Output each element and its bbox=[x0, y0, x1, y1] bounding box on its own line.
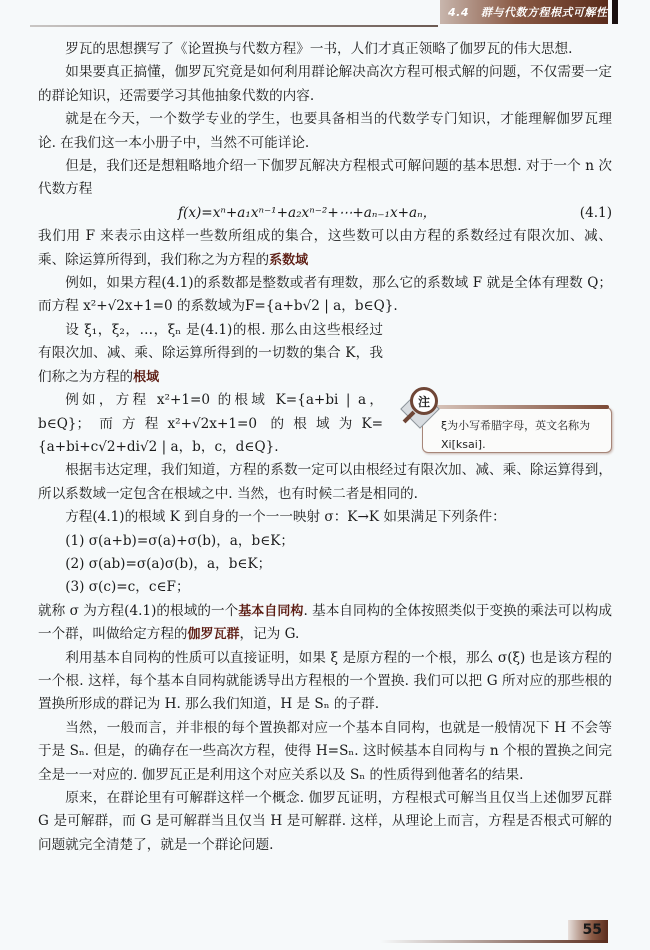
paragraph-text: 设 ξ₁，ξ₂，…，ξₙ 是(4.1)的根. 那么由这些根经过有限次加、减、乘、除运算所得到的一切数的集合 K，我们称之为方程的 bbox=[38, 321, 383, 385]
paragraph: 利用基本自同构的性质可以直接证明，如果 ξ 是原方程的一个根，那么 σ(ξ) 也是该方程的一个根. 这样，每个基本自同构就能诱导出方程根的一个置换. 我们可以把 G 所对应的那些根的置换所形成的群记为 H. 那么我们知道，H 是 Sₙ 的子群. bbox=[38, 649, 612, 713]
paragraph: 根据韦达定理，我们知道，方程的系数一定可以由根经过有限次加、减、乘、除运算得到，所以系数域一定包含在根域之中. 当然，也有时候二者是相同的. bbox=[38, 462, 612, 502]
paragraph: 方程(4.1)的根域 K 到自身的一个一一映射 σ：K→K 如果满足下列条件： bbox=[65, 509, 506, 526]
page-number: 55 bbox=[568, 920, 608, 940]
paragraph bbox=[38, 600, 612, 647]
note-label: 注 bbox=[410, 387, 438, 415]
equation-label: (4.1) bbox=[579, 204, 612, 221]
keyword-coefficient-field: 系数域 bbox=[269, 252, 309, 268]
keyword-root-field: 根域 bbox=[133, 369, 160, 385]
section-header bbox=[440, 0, 608, 24]
footer-rule bbox=[380, 940, 608, 943]
paragraph: 如果要真正搞懂，伽罗瓦究竟是如何利用群论解决高次方程可根式解的问题，不仅需要一定的群论知识，还需要学习其他抽象代数的内容. bbox=[38, 64, 612, 104]
side-note bbox=[400, 385, 612, 453]
paragraph-text: . 基本自同构的全体按照类似于变换的乘法可以构成一个群，叫做给定方程的 bbox=[38, 602, 612, 643]
section-number: 4.4 bbox=[448, 5, 469, 19]
note-text: ξ为小写希腊字母，英文名称为 Xi[ksai]. bbox=[441, 419, 591, 451]
condition-2: (2) σ(ab)=σ(a)σ(b)，a，b∈K； bbox=[65, 555, 272, 572]
condition-3: (3) σ(c)=c，c∈F； bbox=[65, 579, 190, 596]
paragraph: 例如，如果方程(4.1)的系数都是整数或者有理数，那么它的系数域 F 就是全体有理数 Q；而方程 x²+√2x+1=0 的系数域为F={a+b√2 | a，b∈Q}. bbox=[38, 275, 612, 315]
header-rule bbox=[30, 25, 438, 27]
equation-4-1 bbox=[38, 202, 612, 225]
narrow-column bbox=[38, 319, 383, 459]
paragraph: 原来，在群论里有可解群这样一个概念. 伽罗瓦证明，方程根式可解当且仅当上述伽罗瓦群 G 是可解群，而 G 是可解群当且仅当 H 是可解群. 这样，从理论上而言，方程是否根式可解的问题就完全清楚了，就是一个群论问题. bbox=[38, 790, 612, 853]
keyword-basic-automorphism: 基本自同构 bbox=[238, 603, 304, 619]
paragraph: 罗瓦的思想撰写了《论置换与代数方程》一书，人们才真正领略了伽罗瓦的伟大思想. bbox=[65, 41, 573, 57]
paragraph bbox=[38, 319, 383, 389]
note-box bbox=[422, 407, 612, 453]
condition-1: (1) σ(a+b)=σ(a)+σ(b)，a，b∈K； bbox=[65, 532, 295, 549]
paragraph: 例如，方程 x²+1=0 的根域 K={a+bi | a，b∈Q}；而方程x²+√2x+1=0 的根域为K={a+bi+c√2+di√2 | a，b，c，d∈Q}. bbox=[38, 392, 383, 455]
paragraph-text: ，记为 G. bbox=[239, 626, 300, 643]
paragraph: 就是在今天，一个数学专业的学生，也要具备相当的代数学专门知识，才能理解伽罗瓦理论. 在我们这一本小册子中，当然不可能详论. bbox=[38, 111, 612, 151]
paragraph: 当然，一般而言，并非根的每个置换都对应一个基本自同构，也就是一般情况下 H 不会等于是 Sₙ. 但是，的确存在一些高次方程，使得 H=Sₙ. 这时候基本自同构与 n 个根的置换之间完全是一一对应的. 伽罗瓦正是利用这个对应关系以及 Sₙ 的性质得到他著名的结果. bbox=[38, 719, 612, 783]
paragraph-text: 我们用 F 来表示由这样一些数所组成的集合，这些数可以由方程的系数经过有限次加、减、乘、除运算所得到，我们称之为方程的 bbox=[38, 228, 612, 268]
keyword-galois-group: 伽罗瓦群 bbox=[187, 627, 240, 643]
header-bar bbox=[612, 0, 618, 24]
magnifier-note-icon bbox=[400, 385, 442, 427]
section-title: 群与代数方程根式可解性 bbox=[481, 6, 608, 19]
paragraph-text: 就称 σ 为方程(4.1)的根域的一个 bbox=[38, 602, 239, 619]
equation: f(x)=xⁿ+a₁xⁿ⁻¹+a₂xⁿ⁻²+⋯+aₙ₋₁x+aₙ， bbox=[178, 204, 437, 221]
paragraph: 但是，我们还是想粗略地介绍一下伽罗瓦解决方程根式可解问题的基本思想. 对于一个 n 次代数方程 bbox=[38, 158, 612, 198]
paragraph bbox=[38, 225, 612, 272]
